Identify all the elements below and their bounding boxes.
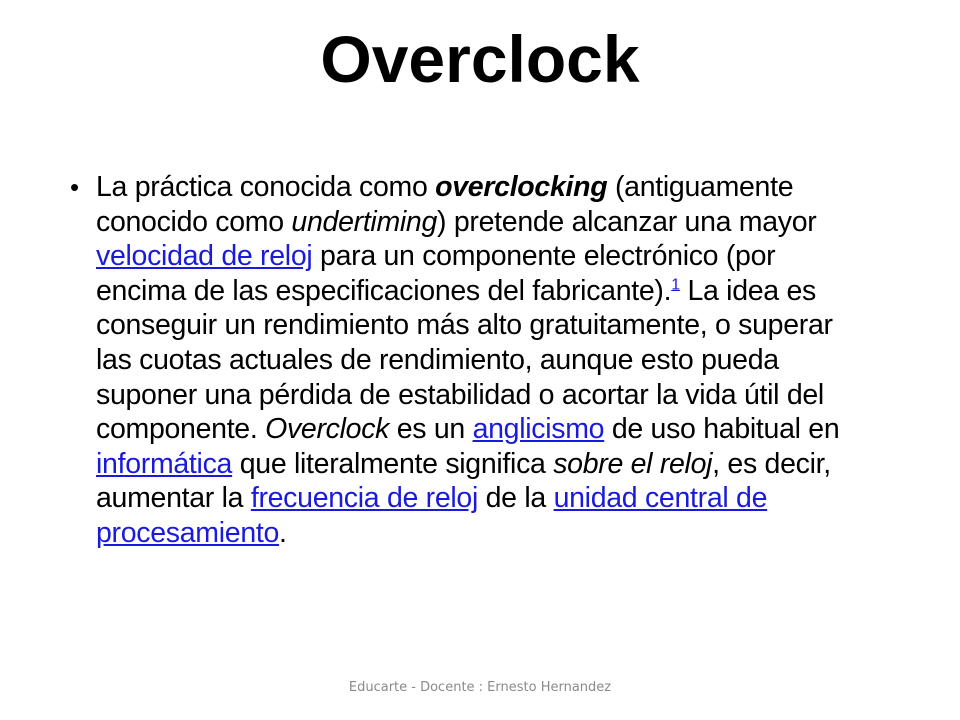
emphasis-sobre-el-reloj: sobre el reloj (553, 447, 713, 480)
bullet-dot: • (70, 172, 79, 202)
slide-body (70, 170, 846, 551)
slide-title: Overclock (320, 22, 640, 96)
emphasis-overclock: Overclock (265, 413, 390, 446)
text-segment: La práctica conocida como (96, 171, 436, 203)
text-segment: La idea es conseguir un rendimiento más alto gratuitamente, o superar las cuotas actuales de rendimiento, aunque esto pueda suponer una pérdida de estabilidad o acortar la vida útil del componente. (96, 274, 833, 446)
text-segment: ) pretende alcanzar una mayor (437, 205, 817, 238)
footnote-ref-link[interactable]: 1 (671, 276, 680, 294)
paragraph (96, 170, 846, 551)
text-segment: , es decir, aumentar la (96, 447, 831, 515)
text-segment: de la (478, 482, 554, 515)
link-anglicismo[interactable]: anglicismo (472, 413, 605, 446)
emphasis-overclocking: overclocking (435, 171, 608, 203)
link-frecuencia-de-reloj[interactable]: frecuencia de reloj (250, 482, 479, 515)
link-velocidad-de-reloj[interactable]: velocidad de reloj (96, 240, 313, 273)
text-segment: es un (389, 413, 473, 446)
text-segment: (antiguamente conocido como (96, 171, 794, 238)
text-segment: para un componente electrónico (por encima de las especificaciones del fabricante). (96, 240, 776, 307)
text-segment: que literalmente significa (232, 447, 554, 480)
slide-footer: Educarte - Docente : Ernesto Hernandez (348, 680, 612, 695)
link-unidad-central-de-procesamiento[interactable]: unidad central de procesamiento (96, 482, 768, 549)
text-segment: de uso habitual en (604, 413, 840, 446)
text-segment: . (279, 516, 287, 549)
link-informatica[interactable]: informática (96, 447, 233, 480)
emphasis-undertiming: undertiming (291, 205, 438, 238)
